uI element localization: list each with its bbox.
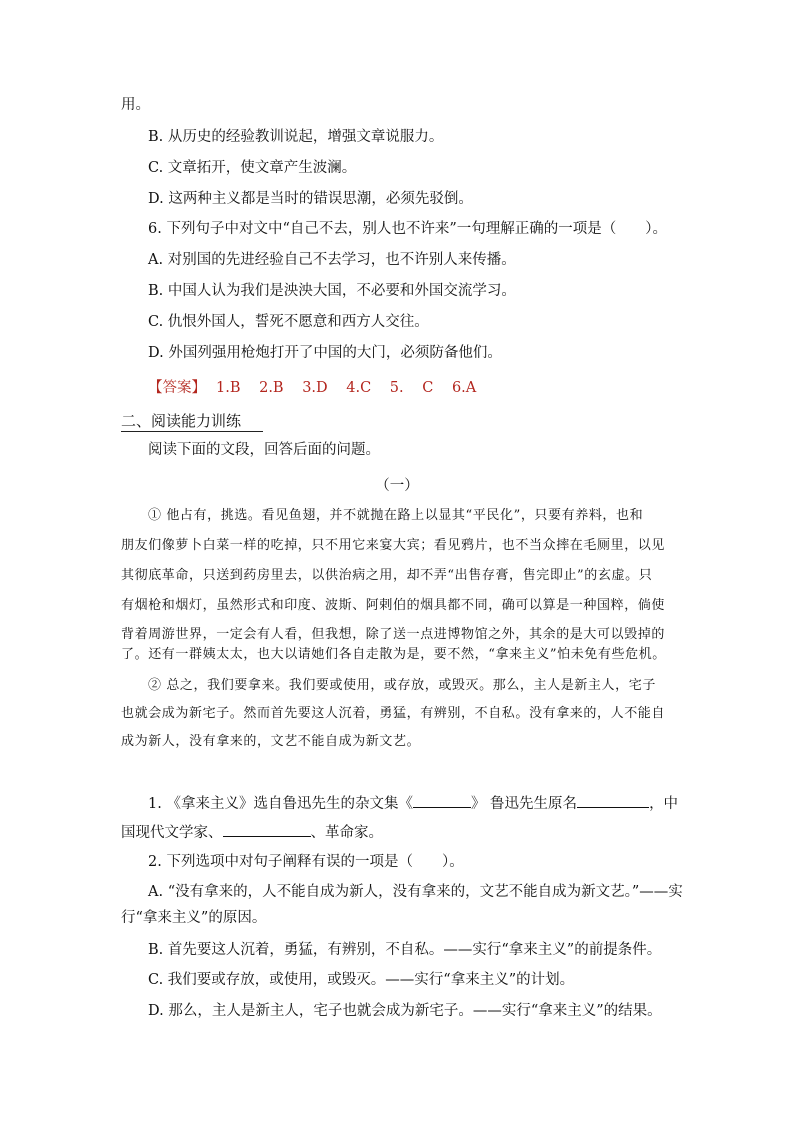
section-title: 二、阅读能力训练 (121, 412, 242, 430)
question-2-option-b: B. 首先要这人沉着，勇猛，有辨别，不自私。——实行“拿来主义”的前提条件。 (148, 942, 662, 958)
question-2-option-d: D. 那么，主人是新主人，宅子也就会成为新宅子。——实行“拿来主义”的结果。 (148, 1003, 662, 1019)
question-1-text: 1. 《拿来主义》选自鲁迅先生的杂文集《 (148, 796, 413, 812)
answer-blank[interactable] (223, 822, 311, 837)
answer-values: 1.B 2.B 3.D 4.C 5. C 6.A (216, 380, 477, 396)
passage-line: 有烟枪和烟灯，虽然形式和印度、波斯、阿剌伯的烟具都不同，确可以算是一种国粹，倘使 (121, 598, 666, 613)
question-1 (148, 793, 678, 814)
section-intro: 阅读下面的文段，回答后面的问题。 (148, 442, 380, 458)
question-1-text: ，中 (649, 796, 679, 812)
passage-line: 背着周游世界，一定会有人看，但我想，除了送一点进博物馆之外，其余的是大可以毁掉的 (121, 627, 666, 642)
question-6-option-a: A. 对别国的先进经验自己不去学习，也不许别人来传播。 (148, 252, 516, 268)
question-6-option-c: C. 仇恨外国人，誓死不愿意和西方人交往。 (148, 314, 429, 330)
question-2-option-a-cont: 行“拿来主义”的原因。 (121, 910, 267, 926)
passage-line: 了。还有一群姨太太，也大以请她们各自走散为是，要不然，“拿来主义”怕未免有些危机。 (121, 647, 666, 662)
passage-heading: （一） (375, 478, 419, 494)
passage-line: 朋友们像萝卜白菜一样的吃掉，只不用它来宴大宾；看见鸦片，也不当众摔在毛厕里，以见 (121, 538, 666, 553)
passage-line: 成为新人，没有拿来的，文艺不能自成为新文艺。 (121, 734, 421, 749)
question-2-option-a: A. “没有拿来的，人不能自成为新人，没有拿来的，文艺不能自成为新文艺。”——实 (148, 884, 683, 900)
question-1-text: 国现代文学家、 (121, 825, 223, 841)
passage-line: 其彻底革命，只送到药房里去，以供治病之用，却不弄“出售存膏，售完即止”的玄虚。只 (121, 568, 653, 583)
passage-line: 也就会成为新宅子。然而首先要这人沉着，勇猛，有辨别，不自私。没有拿来的，人不能自 (121, 706, 666, 721)
question-1-text: 》 鲁迅先生原名 (470, 796, 578, 812)
answer-blank[interactable] (413, 793, 471, 808)
answer-label: 【答案】 (148, 380, 206, 396)
section-underline (121, 431, 263, 432)
answer-blank[interactable] (577, 793, 649, 808)
question-2-stem: 2. 下列选项中对句子阐释有误的一项是（ ）。 (148, 854, 464, 870)
question-6-option-d: D. 外国列强用枪炮打开了中国的大门，必须防备他们。 (148, 345, 502, 361)
passage-line: ① 他占有，挑选。看见鱼翅，并不就抛在路上以显其“平民化”，只要有养料，也和 (148, 508, 644, 523)
option-c: C. 文章拓开，使文章产生波澜。 (148, 160, 357, 176)
question-1-text: 、革命家。 (310, 825, 383, 841)
question-6-stem: 6. 下列句子中对文中“自己不去，别人也不许来”一句理解正确的一项是（ ）。 (148, 221, 668, 237)
question-2-option-c: C. 我们要或存放，或使用，或毁灭。——实行“拿来主义”的计划。 (148, 972, 575, 988)
passage-line: ② 总之，我们要拿来。我们要或使用，或存放，或毁灭。那么，主人是新主人，宅子 (148, 678, 656, 693)
question-6-option-b: B. 中国人认为我们是泱泱大国，不必要和外国交流学习。 (148, 283, 516, 299)
question-1-cont (121, 822, 383, 843)
continuation-text: 用。 (121, 97, 150, 113)
option-b: B. 从历史的经验教训说起，增强文章说服力。 (148, 129, 444, 145)
answer-line (148, 378, 476, 398)
option-d: D. 这两种主义都是当时的错误思潮，必须先驳倒。 (148, 191, 473, 207)
